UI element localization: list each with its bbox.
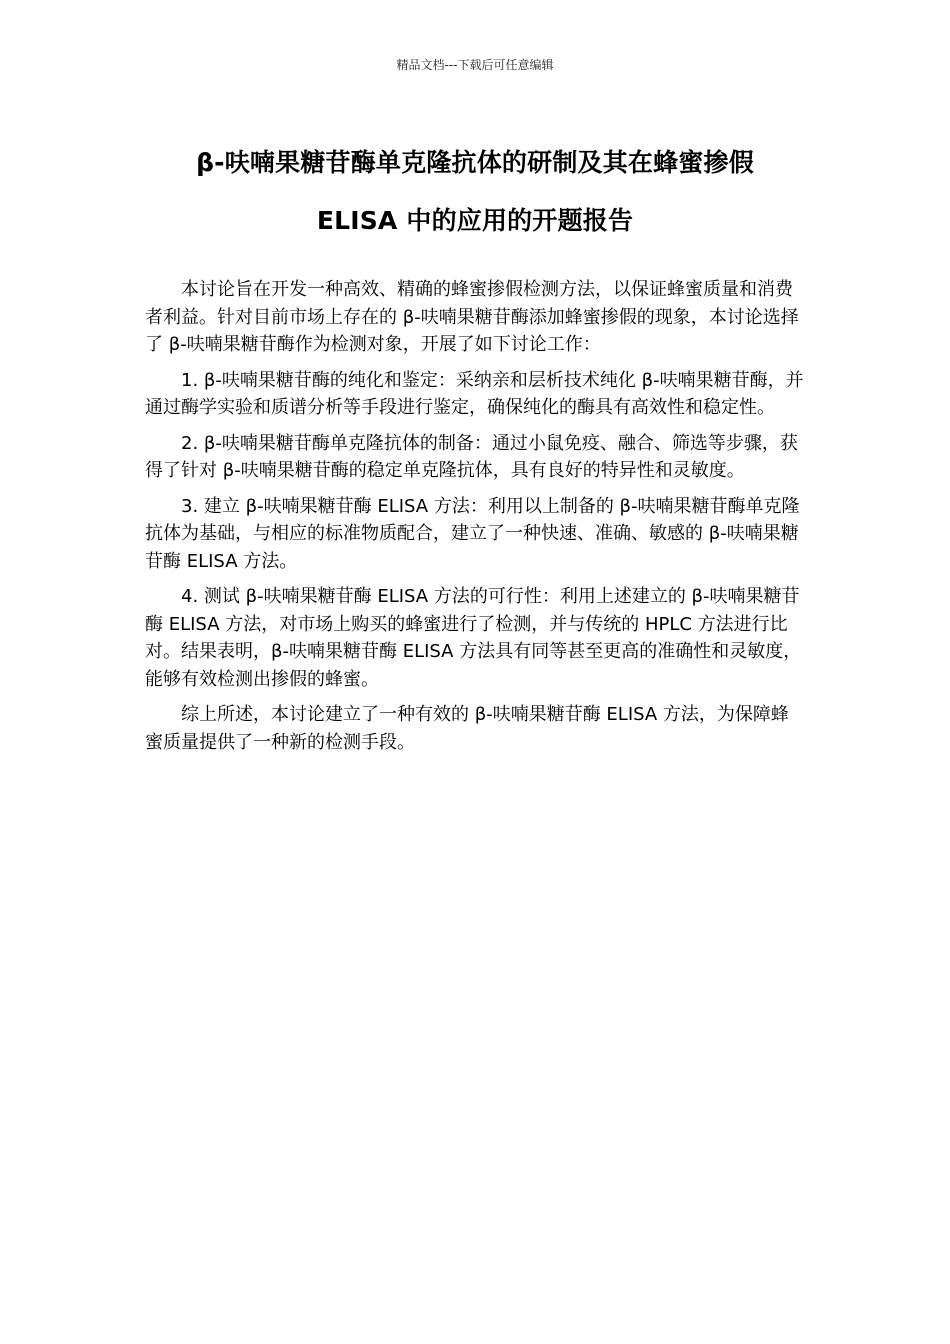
- document-title-line-2: ELISA 中的应用的开题报告: [316, 206, 634, 235]
- item-2-paragraph: 2. β-呋喃果糖苷酶单克隆抗体的制备：通过小鼠免疫、融合、筛选等步骤，获得了针对 β-呋喃果糖苷酶的稳定单克隆抗体，具有良好的特异性和灵敏度。: [145, 432, 798, 481]
- intro-paragraph: 本讨论旨在开发一种高效、精确的蜂蜜掺假检测方法，以保证蜂蜜质量和消费者利益。针对目前市场上存在的 β-呋喃果糖苷酶添加蜂蜜掺假的现象，本讨论选择了 β-呋喃果糖苷酶作为检测对象，开展了如下讨论工作：: [145, 279, 799, 355]
- conclusion-paragraph: 综上所述，本讨论建立了一种有效的 β-呋喃果糖苷酶 ELISA 方法，为保障蜂蜜质量提供了一种新的检测手段。: [145, 704, 789, 753]
- item-4-paragraph: 4. 测试 β-呋喃果糖苷酶 ELISA 方法的可行性：利用上述建立的 β-呋喃果糖苷酶 ELISA 方法，对市场上购买的蜂蜜进行了检测，并与传统的 HPLC 方法进行比对。结果表明，β-呋喃果糖苷酶 ELISA 方法具有同等甚至更高的准确性和灵敏度，能够有效检测出掺假的蜂蜜。: [145, 586, 802, 690]
- document-body: [145, 276, 805, 764]
- item-1-paragraph: 1. β-呋喃果糖苷酶的纯化和鉴定：采纳亲和层析技术纯化 β-呋喃果糖苷酶，并通过酶学实验和质谱分析等手段进行鉴定，确保纯化的酶具有高效性和稳定性。: [145, 369, 804, 418]
- document-title: [90, 134, 860, 250]
- document-title-line-1: β-呋喃果糖苷酶单克隆抗体的研制及其在蜂蜜掺假: [196, 148, 754, 177]
- item-3-paragraph: 3. 建立 β-呋喃果糖苷酶 ELISA 方法：利用以上制备的 β-呋喃果糖苷酶单克隆抗体为基础，与相应的标准物质配合，建立了一种快速、准确、敏感的 β-呋喃果糖苷酶 ELISA 方法。: [145, 495, 800, 572]
- page-header-note: 精品文档---下载后可任意编辑: [396, 58, 554, 72]
